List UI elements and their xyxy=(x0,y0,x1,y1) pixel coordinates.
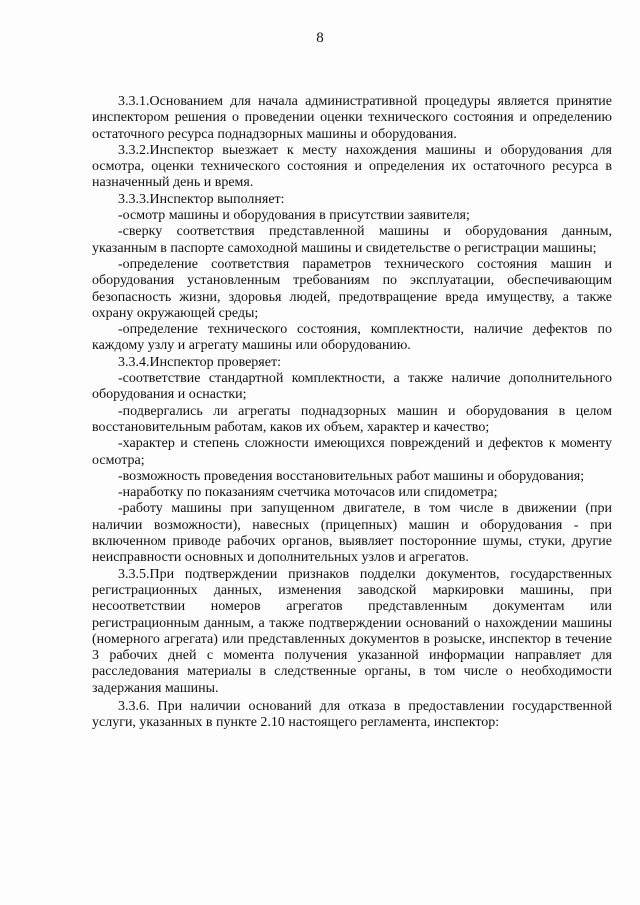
page-number: 8 xyxy=(316,30,324,46)
paragraph-3-3-2: 3.3.2.Инспектор выезжает к месту нахождения машины и оборудования для осмотра, оценки технического состояния и определения их остаточного ресурса в назначенный день и время. xyxy=(92,142,612,191)
list-item: -сверку соответствия представленной машины и оборудования данным, указанным в паспорте самоходной машины и свидетельстве о регистрации машины; xyxy=(92,224,612,256)
paragraph-3-3-3: 3.3.3.Инспектор выполняет: xyxy=(118,191,285,207)
list-item: -подвергались ли агрегаты поднадзорных машин и оборудования в целом восстановительным работам, каков их объем, характер и качество; xyxy=(92,403,612,435)
document-body xyxy=(92,94,612,732)
list-item: -наработку по показаниям счетчика моточасов или спидометра; xyxy=(118,485,498,501)
paragraph-3-3-5: 3.3.5.При подтверждении признаков подделки документов, государственных регистрационных данных, изменения заводской маркировки машины, при несоответствии номеров агрегатов представленным документам или регистрационным данным, а также подтверждении оснований о нахождении машины (номерного агрегата) или представленных документов в розыске, инспектор в течение 3 рабочих дней с момента получения указанной информации направляет для расследования материалы в следственные органы, в том числе о необходимости задержания машины. xyxy=(92,566,612,696)
list-item: -возможность проведения восстановительных работ машины и оборудования; xyxy=(118,468,585,484)
list-item: -работу машины при запущенном двигателе, в том числе в движении (при наличии возможности), навесных (прицепных) машин и оборудования - при включенном приводе рабочих органов, выявляет посторонние шумы, стуки, другие неисправности основных и дополнительных узлов и агрегатов. xyxy=(92,501,612,566)
paragraph-3-3-1: 3.3.1.Основанием для начала административной процедуры является принятие инспектором решения о проведении оценки технического состояния и определению остаточного ресурса поднадзорных машины и оборудования. xyxy=(92,94,612,142)
list-item: -характер и степень сложности имеющихся повреждений и дефектов к моменту осмотра; xyxy=(92,436,612,468)
list-item: -соответствие стандартной комплектности, а также наличие дополнительного оборудования и оснастки; xyxy=(92,371,612,403)
paragraph-3-3-6: 3.3.6. При наличии оснований для отказа в предоставлении государственной услуги, указанных в пункте 2.10 настоящего регламента, инспектор: xyxy=(92,698,612,731)
list-item: -определение технического состояния, комплектности, наличие дефектов по каждому узлу и агрегату машины или оборудованию. xyxy=(92,322,612,354)
list-item: -осмотр машины и оборудования в присутствии заявителя; xyxy=(118,208,470,224)
list-item: -определение соответствия параметров технического состояния машин и оборудования установленным требованиям по эксплуатации, обеспечивающим безопасность жизни, здоровья людей, предотвращение вреда имуществу, а также охрану окружающей среды; xyxy=(92,256,612,321)
paragraph-3-3-4: 3.3.4.Инспектор проверяет: xyxy=(118,354,281,370)
